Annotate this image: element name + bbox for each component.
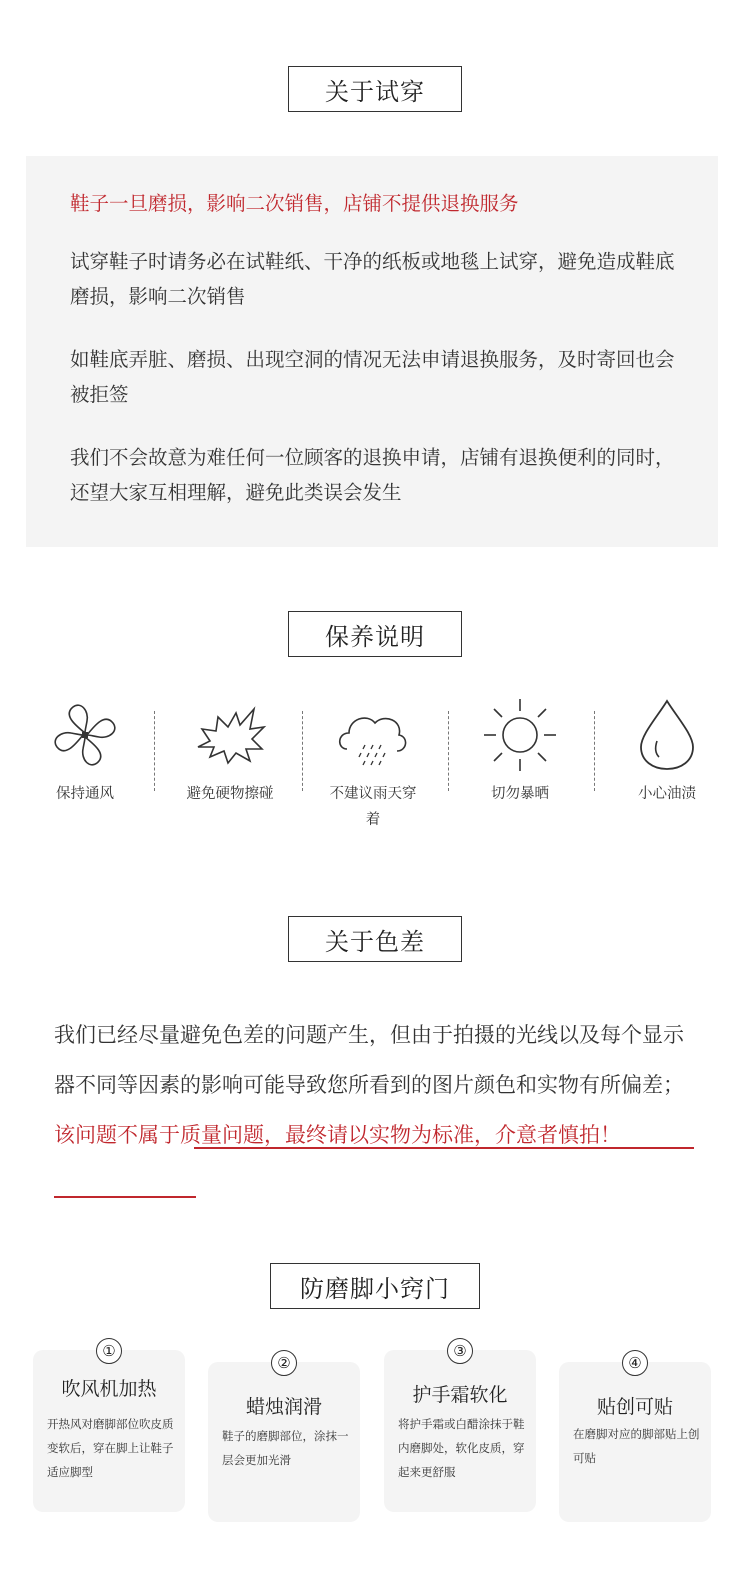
tryon-paragraph-1: 试穿鞋子时请务必在试鞋纸、干净的纸板或地毯上试穿，避免造成鞋底磨损，影响二次销售 bbox=[70, 250, 675, 308]
tryon-warning: 鞋子一旦磨损，影响二次销售，店铺不提供退换服务 bbox=[70, 192, 519, 215]
tip-description: 开热风对磨脚部位吹皮质变软后，穿在脚上让鞋子适应脚型 bbox=[47, 1417, 174, 1479]
care-label: 保持通风 bbox=[56, 786, 114, 802]
divider bbox=[448, 711, 449, 791]
color-text-normal: 我们已经尽量避免色差的问题产生，但由于拍摄的光线以及每个显示器不同等因素的影响可能导致您所看到的图片颜色和实物有所偏差； bbox=[54, 1023, 684, 1097]
tryon-notice-box bbox=[26, 156, 718, 547]
tryon-paragraph-3: 我们不会故意为难任何一位顾客的退换申请，店铺有退换便利的同时，还望大家互相理解，避免此类误会发生 bbox=[70, 446, 675, 504]
oil-drop-icon bbox=[627, 695, 707, 775]
rain-cloud-icon bbox=[333, 695, 413, 775]
care-section-title: 保养说明 bbox=[288, 611, 462, 657]
tip-number: ④ bbox=[622, 1350, 648, 1376]
tip-description: 鞋子的磨脚部位，涂抹一层会更加光滑 bbox=[222, 1429, 349, 1467]
color-text-red: 该问题不属于质量问题，最终请以实物为标准，介意者慎拍！ bbox=[54, 1123, 621, 1147]
tip-card-3 bbox=[384, 1342, 536, 1512]
care-item-sun bbox=[455, 695, 585, 807]
tip-title: 护手霜软化 bbox=[412, 1384, 508, 1406]
care-item-oil bbox=[602, 695, 732, 807]
sun-icon bbox=[480, 695, 560, 775]
color-section-title: 关于色差 bbox=[288, 916, 462, 962]
tip-description: 将护手霜或白醋涂抹于鞋内磨脚处，软化皮质，穿起来更舒服 bbox=[398, 1417, 525, 1479]
tip-card-4 bbox=[559, 1354, 711, 1522]
divider bbox=[302, 711, 303, 791]
care-item-rain bbox=[308, 695, 438, 833]
red-underline bbox=[194, 1147, 694, 1149]
tryon-section-title: 关于试穿 bbox=[288, 66, 462, 112]
care-label: 切勿暴晒 bbox=[491, 786, 549, 802]
tryon-paragraph-2: 如鞋底弄脏、磨损、出现空洞的情况无法申请退换服务，及时寄回也会被拒签 bbox=[70, 348, 675, 406]
care-icons-row bbox=[0, 695, 750, 855]
divider bbox=[594, 711, 595, 791]
collision-icon bbox=[190, 695, 270, 775]
red-underline bbox=[54, 1196, 196, 1198]
tip-description: 在磨脚对应的脚部贴上创可贴 bbox=[573, 1427, 700, 1465]
tip-title: 蜡烛润滑 bbox=[245, 1396, 322, 1418]
tip-title: 贴创可贴 bbox=[596, 1396, 673, 1418]
care-label: 小心油渍 bbox=[638, 786, 696, 802]
tip-number: ③ bbox=[447, 1338, 473, 1364]
tip-card-1 bbox=[33, 1342, 185, 1512]
care-label: 避免硬物擦碰 bbox=[186, 786, 274, 802]
tip-number: ① bbox=[96, 1338, 122, 1364]
tip-title: 吹风机加热 bbox=[61, 1378, 157, 1400]
care-label: 不建议雨天穿着 bbox=[329, 786, 417, 828]
color-difference-text bbox=[54, 1010, 704, 1160]
fan-icon bbox=[45, 695, 125, 775]
tip-number: ② bbox=[271, 1350, 297, 1376]
tips-section-title: 防磨脚小窍门 bbox=[270, 1263, 480, 1309]
divider bbox=[154, 711, 155, 791]
tip-card-2 bbox=[208, 1354, 360, 1522]
care-item-collision bbox=[165, 695, 295, 807]
care-item-ventilation bbox=[20, 695, 150, 807]
